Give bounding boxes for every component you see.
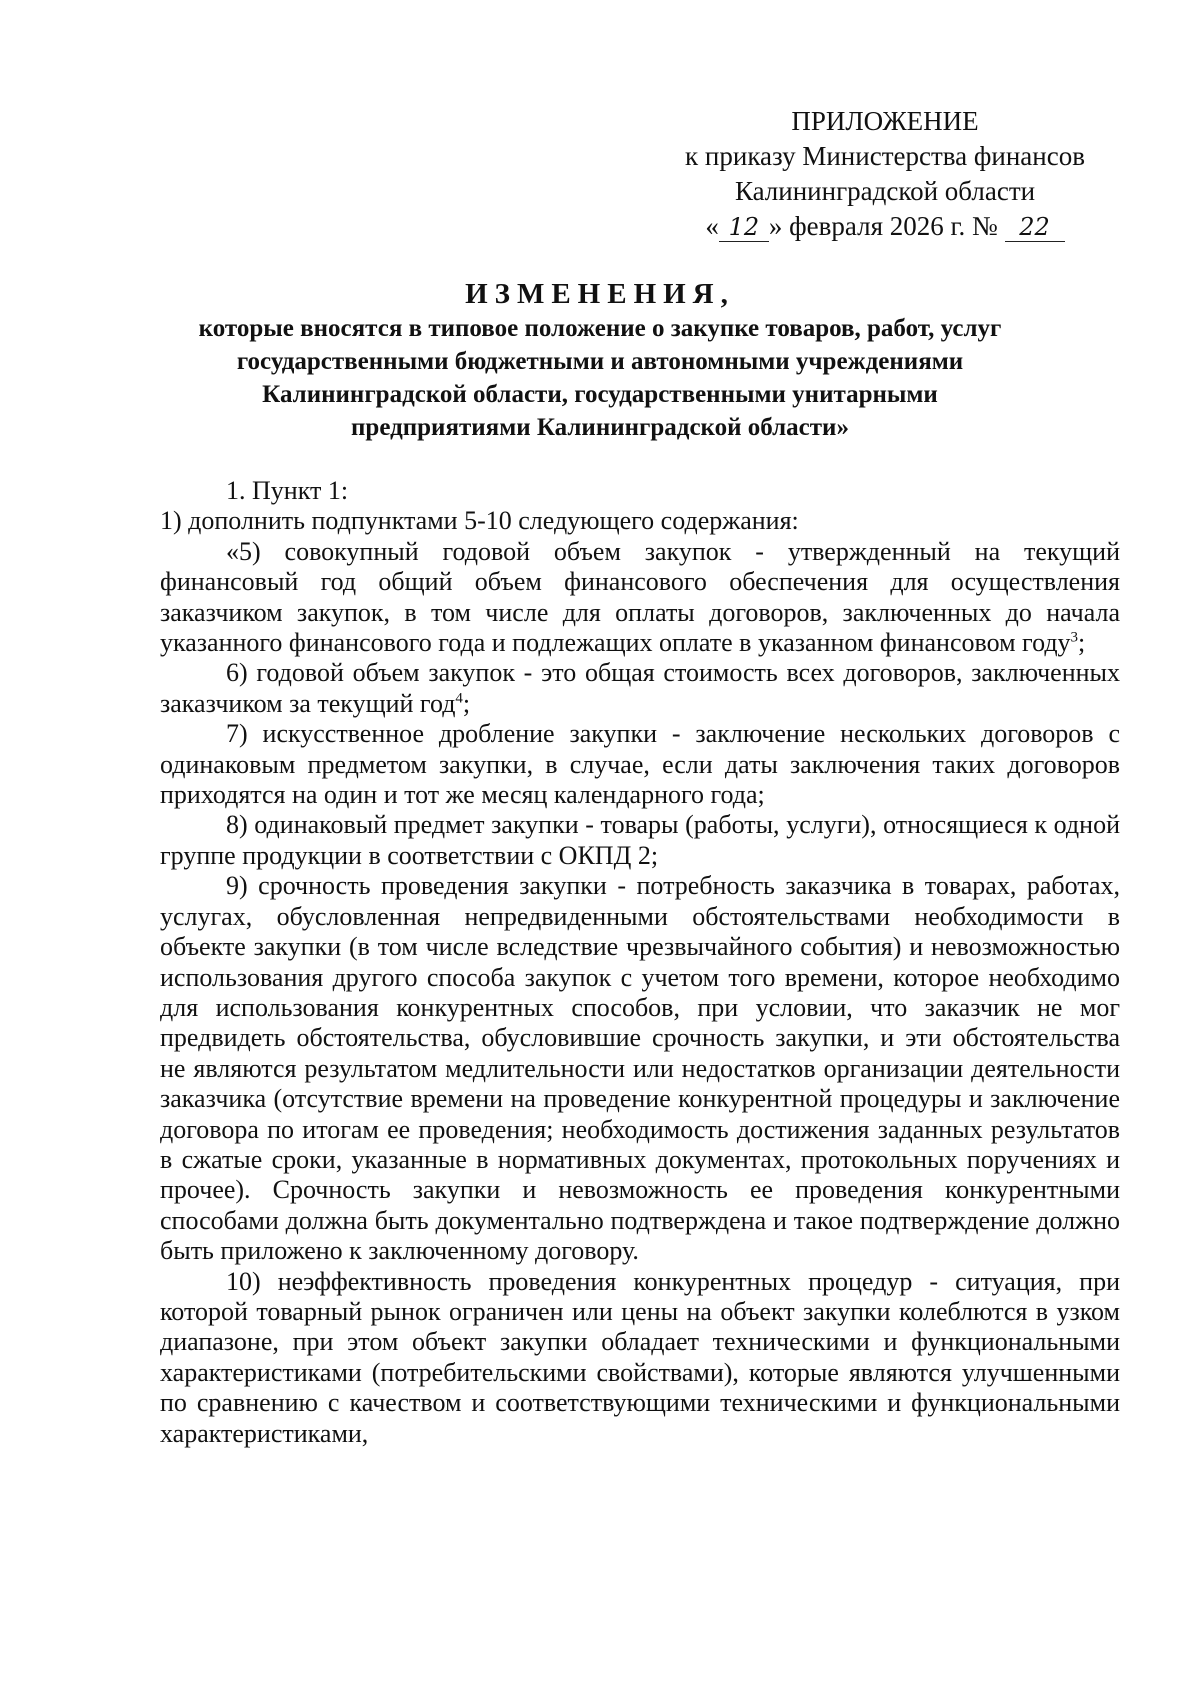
document-title: ИЗМЕНЕНИЯ, xyxy=(465,278,735,310)
appendix-title: ПРИЛОЖЕНИЕ xyxy=(791,106,979,136)
date-day-handwritten: 12 xyxy=(719,213,769,242)
doc-number-handwritten: 22 xyxy=(1005,213,1065,242)
paragraph-5: «5) совокупный годовой объем закупок - утвержденный на текущий финансовый год общий объем финансового обеспечения для осуществления заказчиком закупок, в том числе для оплаты договоров, заключенных до начала указанного финансового года и подлежащих оплате в указанном финансовом году$^3$; xyxy=(160,536,1120,658)
paragraph-8: 8) одинаковый предмет закупки - товары (работы, услуги), относящиеся к одной группе продукции в соответствии с ОКПД 2; xyxy=(160,810,1120,870)
appendix-order-line: к приказу Министерства финансов xyxy=(685,141,1085,171)
subtitle-line: предприятиями Калининградской области» xyxy=(351,414,849,441)
subtitle-line: Калининградской области, государственными унитарными xyxy=(262,381,938,408)
paragraph-9: 9) срочность проведения закупки - потребность заказчика в товарах, работах, услугах, обусловленная непредвиденными обстоятельствами необходимости в объекте закупки (в том числе вследствие чрезвычайного события) и невозможностью использования другого способа закупок с учетом того времени, которое необходимо для использования конкурентных способов, при условии, что заказчик не мог предвидеть обстоятельства, обусловившие срочность закупки, и эти обстоятельства не являются результатом медлительности или недостатков организации деятельности заказчика (отсутствие времени на проведение конкурентной процедуры и заключение договора по итогам ее проведения; необходимость достижения заданных результатов в сжатые сроки, указанные в нормативных документах, протокольных поручениях и прочее). Срочность закупки и невозможность ее проведения конкурентными способами должна быть документально подтверждена и такое подтверждение должно быть приложено к заключенному договору. xyxy=(160,871,1120,1266)
paragraph-7: 7) искусственное дробление закупки - заключение нескольких договоров с одинаковым предметом закупки, в случае, если даты заключения таких договоров приходятся на один и тот же месяц календарного года; xyxy=(160,719,1120,810)
document-subtitle xyxy=(150,312,1050,444)
footnote-ref-3: 3 xyxy=(1070,629,1079,646)
appendix-header xyxy=(620,104,1150,244)
item-1-heading: 1. Пункт 1: xyxy=(226,476,349,505)
footnote-ref-4: 4 xyxy=(455,690,463,707)
document-body xyxy=(160,476,1120,1449)
appendix-date-line xyxy=(620,209,1150,244)
appendix-region-line: Калининградской области xyxy=(734,176,1036,206)
subtitle-line: которые вносятся в типовое положение о закупке товаров, работ, услуг xyxy=(198,315,1002,342)
date-month-year: » февраля 2026 г. № xyxy=(768,211,998,241)
paragraph-10: 10) неэффективность проведения конкурентных процедур - ситуация, при которой товарный рынок ограничен или цены на объект закупки колеблются в узком диапазоне, при этом объект закупки обладает техническими и функциональными характеристиками (потребительскими свойствами), которые являются улучшенными по сравнению с качеством и соответствующими техническими и функциональными характеристиками, xyxy=(160,1266,1120,1448)
date-open-quote: « xyxy=(705,211,719,241)
subitem-1-intro: 1) дополнить подпунктами 5-10 следующего содержания: xyxy=(160,506,799,536)
subtitle-line: государственными бюджетными и автономными учреждениями xyxy=(236,348,964,375)
paragraph-6: 6) годовой объем закупок - это общая стоимость всех договоров, заключенных заказчиком за текущий год$^4$; xyxy=(160,658,1120,718)
document-title-block xyxy=(150,276,1050,444)
